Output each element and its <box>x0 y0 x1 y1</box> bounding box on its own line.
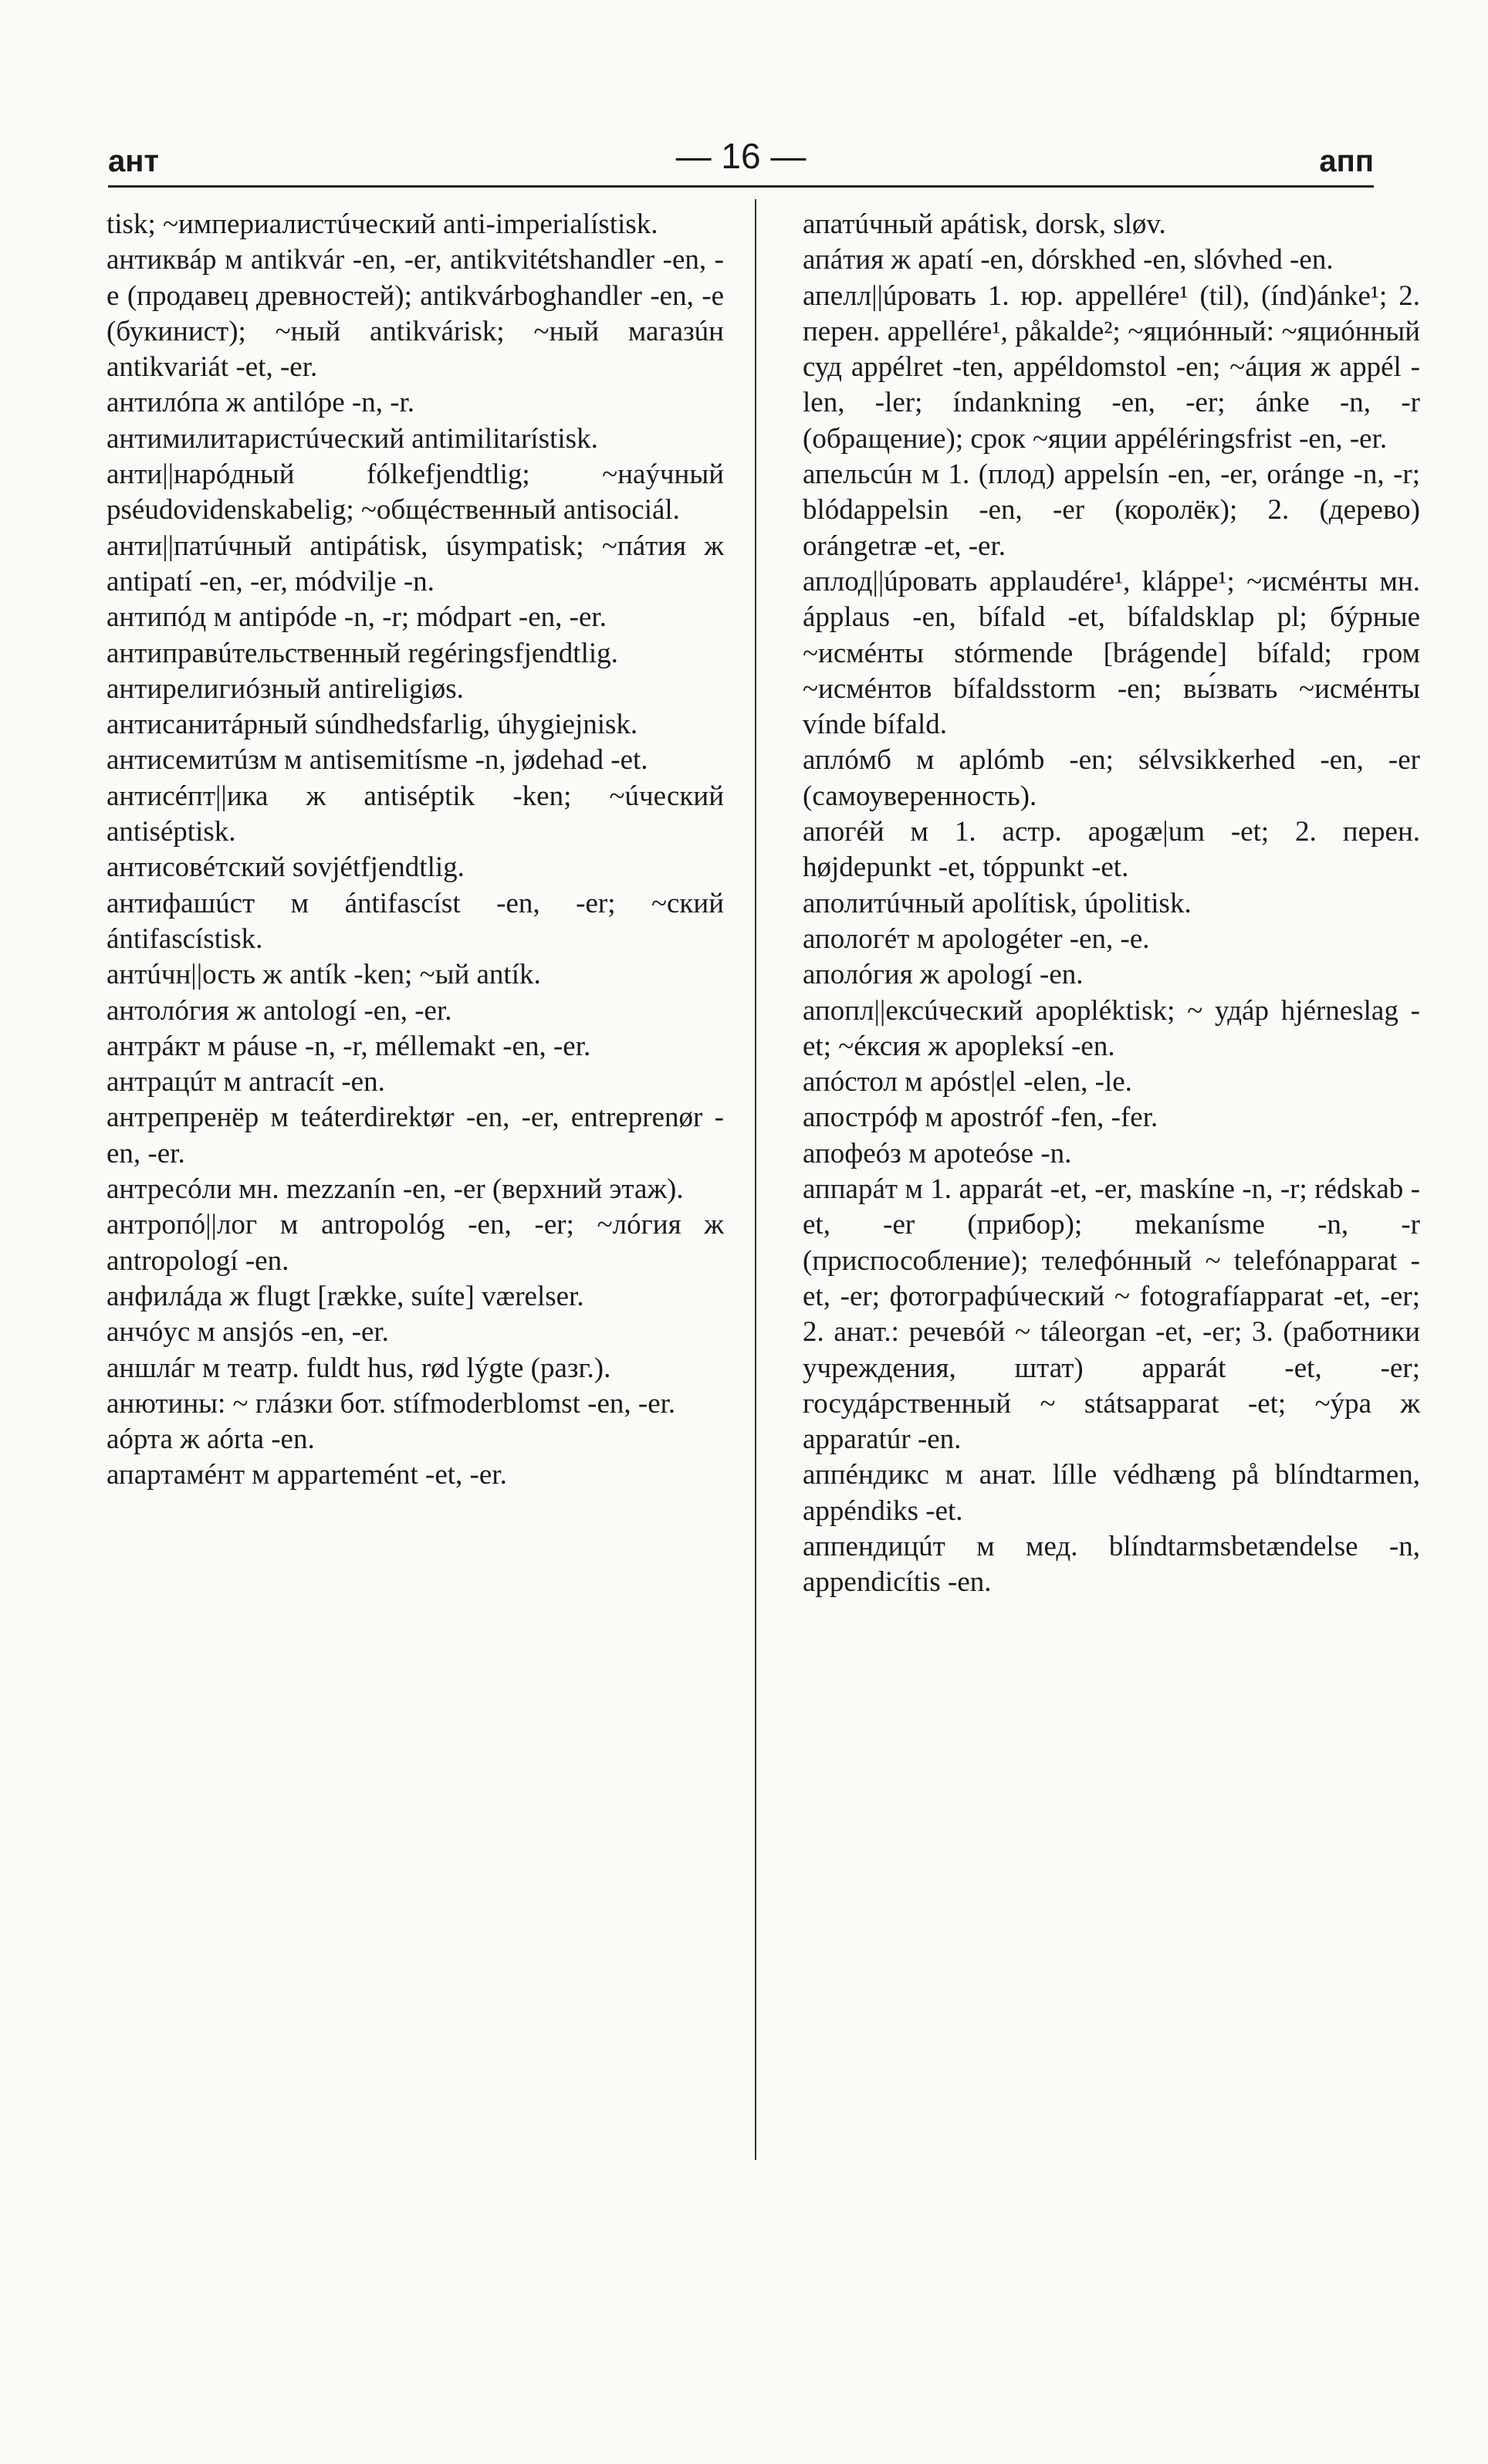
dictionary-entry: антолóгия ж antologí -en, -er. <box>107 994 452 1027</box>
dictionary-entry: антисемитúзм м antisemitísme -n, jødehad -et. <box>107 744 648 777</box>
right-column <box>803 207 1420 1601</box>
dictionary-entry: анютины: ~ глáзки бот. stífmoderblomst -en, -er. <box>107 1387 676 1420</box>
dictionary-entry: антрáкт м páuse -n, -r, méllemakt -en, -er. <box>107 1030 591 1062</box>
dictionary-entry: антипóд м antipóde -n, -r; módpart -en, -er. <box>107 601 607 634</box>
dictionary-entry: антимилитаристúческий antimilitarístisk. <box>107 422 598 455</box>
dictionary-entry: апофеóз м apoteóse -n. <box>803 1137 1072 1169</box>
dictionary-entry: антисéпт||ика ж antiséptik -ken; ~úческий antiséptisk. <box>107 780 724 848</box>
dictionary-entry: апельсúн м 1. (плод) appelsín -en, -er, oránge -n, -r; blódappelsin -en, -er (королёк); 2. (дерево) orángetræ -et, -er. <box>803 459 1420 562</box>
dictionary-entry: аппéндикс м анат. lílle védhæng på blíndtarmen, appéndiks -et. <box>803 1459 1420 1527</box>
dictionary-entry: антилóпа ж antilópe -n, -r. <box>107 387 415 419</box>
dictionary-entry: аполóгия ж apologí -en. <box>803 959 1084 991</box>
dictionary-entry: анти||патúчный antipátisk, úsympatisk; ~пáтия ж antipatí -en, -er, módvilje -n. <box>107 530 724 597</box>
dictionary-entry: апологéт м apologéter -en, -e. <box>803 922 1150 955</box>
dictionary-entry: антифашúст м ántifascíst -en, -er; ~ский ántifascístisk. <box>107 887 724 955</box>
dictionary-entry: антирелигиóзный antireligiøs. <box>107 672 464 705</box>
header-right-guideword: апп <box>1319 144 1374 178</box>
dictionary-entry: аппарáт м 1. apparát -et, -er, maskíne -n, -r; rédskab -et, -er (прибор); mekanísme -n, -r (приспособление); телефóнный ~ telefónapparat -et, -er; фотографúческий ~ fotografíapparat -et, -er; 2. анат.: речевóй ~ táleorgan -et, -er; 3. (работники учреждения, штат) apparát -et, -er; госудáрственный ~ státsapparat -et; ~ýра ж apparatúr -en. <box>803 1173 1420 1456</box>
left-column <box>107 207 724 1494</box>
dictionary-entry: апатúчный apátisk, dorsk, sløv. <box>803 208 1166 240</box>
dictionary-entry: анчóус м ansjós -en, -er. <box>107 1316 389 1349</box>
header-rule <box>108 185 1374 188</box>
column-divider <box>755 199 756 2160</box>
dictionary-entry: апáтия ж apatí -en, dórskhed -en, slóvhed -en. <box>803 244 1334 276</box>
dictionary-entry: апартамéнт м appartemént -et, -er. <box>107 1459 507 1491</box>
dictionary-entry: антиквáр м antikvár -en, -er, antikvitétshandler -en, -e (продавец древностей); antikvárboghandler -en, -e (букинист); ~ный antikvárisk; ~ный магазúн antikvariát -et, -er. <box>107 244 724 384</box>
dictionary-entry: апогéй м 1. астр. apogæ|um -et; 2. перен. højdepunkt -et, tóppunkt -et. <box>803 816 1420 884</box>
dictionary-entry: антисовéтский sovjétfjendtlig. <box>107 851 465 884</box>
page-header <box>108 135 1374 181</box>
dictionary-entry: анфилáда ж flugt [række, suíte] værelser. <box>107 1280 584 1312</box>
dictionary-entry: антиправúтельственный regéringsfjendtlig. <box>107 637 618 669</box>
dictionary-entry: апóстол м apóst|el -elen, -le. <box>803 1066 1132 1098</box>
dictionary-entry: антúчн||ость ж antík -ken; ~ый antík. <box>107 959 541 991</box>
dictionary-entry: анти||нарóдный fólkefjendtlig; ~наýчный pséudovidenskabelig; ~общéственный antisociál. <box>107 459 724 526</box>
page-number: — 16 — <box>675 136 807 176</box>
dictionary-entry: аóрта ж aórta -en. <box>107 1423 315 1456</box>
dictionary-entry: антропó||лог м antropológ -en, -er; ~лóгия ж antropologí -en. <box>107 1209 724 1277</box>
dictionary-entry: антрацúт м antracít -en. <box>107 1066 385 1098</box>
dictionary-entry: аппендицúт м мед. blíndtarmsbetændelse -n, appendicítis -en. <box>803 1530 1420 1599</box>
dictionary-entry: апострóф м apostróf -fen, -fer. <box>803 1102 1158 1134</box>
dictionary-entry: апопл||ексúческий apopléktisk; ~ удáр hjérneslag -et; ~éксия ж apopleksí -en. <box>803 994 1420 1062</box>
dictionary-entry: аполитúчный apolítisk, úpolitisk. <box>803 887 1192 919</box>
dictionary-entry: аплод||úровать applaudére¹, kláppe¹; ~исмéнты мн. ápplaus -en, bífald -et, bífaldsklap pl; бýрные ~исмéнты stórmende [brágende] bífald; гром ~исмéнтов bífaldsstorm -en; вы́звать ~исмéнты víndе bífald. <box>803 565 1420 741</box>
dictionary-entry: антрепренёр м teáterdirektør -en, -er, entreprenør -en, -er. <box>107 1102 724 1169</box>
dictionary-entry: аплóмб м aplómb -en; sélvsikkerhed -en, -er (самоуверенность). <box>803 744 1420 812</box>
dictionary-entry: антресóли мн. mezzanín -en, -er (верхний этаж). <box>107 1173 684 1206</box>
dictionary-entry: tisk; ~империалистúческий anti-imperialístisk. <box>107 208 658 240</box>
dictionary-entry: антисанитáрный súndhedsfarlig, úhygiejnisk. <box>107 709 638 741</box>
header-left-guideword: ант <box>108 144 159 178</box>
dictionary-entry: апелл||úровать 1. юр. appellére¹ (til), (índ)ánke¹; 2. перен. appellére¹, påkalde²; ~яциóнный: ~яциóнный суд appélret -ten, appéldomstol -en; ~áция ж appél -len, -ler; índankning -en, -er; ánke -n, -r (обращение); срок ~яции appéléringsfrist -en, -er. <box>803 279 1420 455</box>
dictionary-entry: аншлáг м театр. fuldt hus, rød lýgte (разг.). <box>107 1352 611 1384</box>
